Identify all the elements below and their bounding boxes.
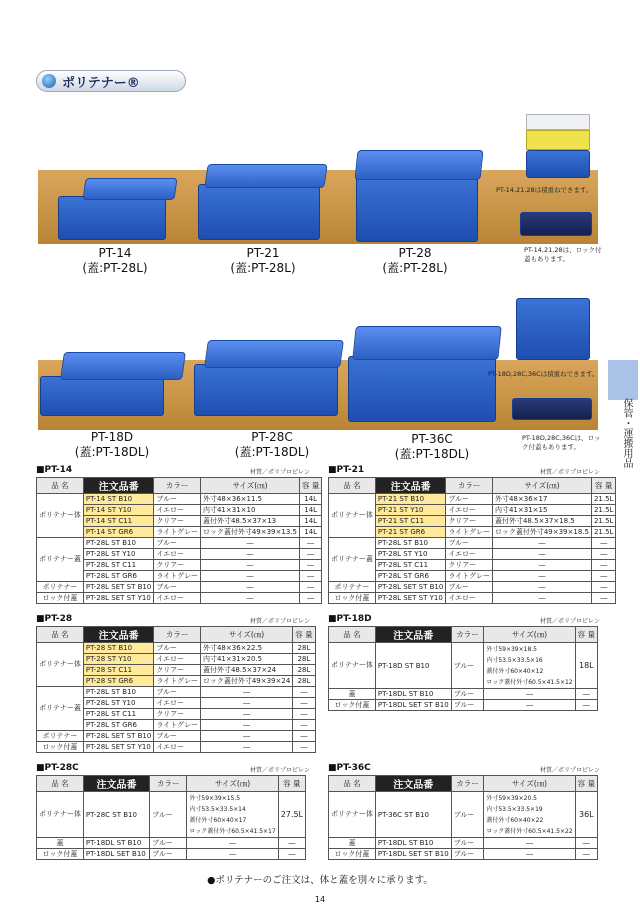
pt21-material: 材質／ポリプロピレン [540, 469, 600, 476]
table-row: ポリテナー体 PT-14 ST B10 ブルー 外寸48×36×11.5 14L [37, 494, 322, 505]
bullet-icon [42, 74, 56, 88]
pt14-table: 品 名 注文品番 カラー サイズ(㎝) 容 量 ポリテナー体 PT-14 ST B10 ブルー 外寸48×36×11.5 14L PT-14 ST Y10 イエロー 内寸41×31×10 14L PT-14 ST C11 クリアー 蓋付外寸48.5×37×13 14L PT-14 ST GR6 ライトグレー ロック蓋付外寸49×39×13.5 14L ポリテナー蓋 PT-28L ST B10 ブルー ― ― PT-28L ST Y10 イエロー ― ― PT-28L ST C11 クリアー ― ― PT-28L ST GR6 ライトグレー ― ― ポリテナー PT-28L SET ST B10 ブルー ― ― ロック付蓋 PT-28L SET ST Y10 イエロー ― ― [36, 477, 322, 604]
table-row: ロック付蓋 PT-28L SET ST Y10 イエロー ― ― [37, 742, 316, 753]
pt28c-heading: ■PT-28C [36, 763, 79, 773]
pt18d-label: PT-18D (蓋:PT-18DL) [74, 430, 150, 459]
table-row: ロック付蓋 PT-18DL SET B10 ブルー ― ― [37, 849, 306, 860]
page-number: 14 [314, 895, 326, 904]
section-title-bar [36, 70, 276, 92]
pt21-label: PT-21 (蓋:PT-28L) [230, 246, 296, 275]
table-row: PT-28L ST C11 クリアー ― ― [37, 709, 316, 720]
pt14-label: PT-14 (蓋:PT-28L) [82, 246, 148, 275]
table-row: PT-28L ST GR6 ライトグレー ― ― [37, 571, 322, 582]
stack-note-1: PT-14,21,28は積重ねできます。 [496, 186, 593, 194]
table-row: PT-21 ST Y10 イエロー 内寸41×31×15 21.5L [329, 505, 616, 516]
table-row: 蓋 PT-18DL ST B10 ブルー ― ― [329, 689, 598, 700]
table-row: PT-21 ST GR6 ライトグレー ロック蓋付外寸49×39×18.5 21.5L [329, 527, 616, 538]
table-row: PT-28L ST C11 クリアー ― ― [37, 560, 322, 571]
table-row: PT-28L ST Y10 イエロー ― ― [37, 698, 316, 709]
table-row: ポリテナー PT-28L SET ST B10 ブルー ― ― [37, 582, 322, 593]
pt28c-lid-image [204, 340, 344, 368]
order-note: ●ポリテナーのご注文は、体と蓋を別々に承ります。 [207, 875, 433, 886]
pt36c-table: 品 名 注文品番 カラー サイズ(㎝) 容 量 ポリテナー体 PT-36C ST B10 ブルー 外寸59×39×20.5 内寸53.5×33.5×19 蓋付外寸60×40×22 ロック蓋付外寸60.5×41.5×22 36L 蓋 PT-18DL ST B10 ブルー ― ― ロック付蓋 PT-18DL SET ST B10 ブルー ― ― [328, 775, 598, 860]
table-row: ポリテナー体 PT-21 ST B10 ブルー 外寸48×36×17 21.5L [329, 494, 616, 505]
table-row: ポリテナー体 PT-18D ST B10 ブルー 外寸59×39×18.5 内寸53.5×33.5×16 蓋付外寸60×40×12 ロック蓋付外寸60.5×41.5×12 18L [329, 643, 598, 689]
pt18d-material: 材質／ポリプロピレン [540, 618, 600, 625]
table-row: ロック付蓋 PT-28L SET ST Y10 イエロー ― ― [329, 593, 616, 604]
pt18d-heading: ■PT-18D [328, 614, 372, 624]
table-row: ポリテナー体 PT-28C ST B10 ブルー 外寸59×39×15.5 内寸53.5×33.5×14 蓋付外寸60×40×17 ロック蓋付外寸60.5×41.5×17 27.5L [37, 792, 306, 838]
table-row: 蓋 PT-18DL ST B10 ブルー ― ― [37, 838, 306, 849]
stack-image-1 [526, 150, 590, 178]
table-row: ロック付蓋 PT-28L SET ST Y10 イエロー ― ― [37, 593, 322, 604]
table-row: 蓋 PT-18DL ST B10 ブルー ― ― [329, 838, 598, 849]
lock-lid-image-2 [512, 398, 592, 420]
table-row: PT-28L ST Y10 イエロー ― ― [329, 549, 616, 560]
pt28c-material: 材質／ポリプロピレン [250, 767, 310, 774]
table-row: ポリテナー蓋 PT-28L ST B10 ブルー ― ― [37, 538, 322, 549]
table-row: PT-14 ST C11 クリアー 蓋付外寸48.5×37×13 14L [37, 516, 322, 527]
pt28-table: 品 名 注文品番 カラー サイズ(㎝) 容 量 ポリテナー体 PT-28 ST B10 ブルー 外寸48×36×22.5 28L PT-28 ST Y10 イエロー 内寸41×31×20.5 28L PT-28 ST C11 クリアー 蓋付外寸48.5×37×24 28L PT-28 ST GR6 ライトグレー ロック蓋付外寸49×39×24 28L ポリテナー蓋 PT-28L ST B10 ブルー ― ― PT-28L ST Y10 イエロー ― ― PT-28L ST C11 クリアー ― ― PT-28L ST GR6 ライトグレー ― ― ポリテナー PT-28L SET ST B10 ブルー ― ― ロック付蓋 PT-28L SET ST Y10 イエロー ― ― [36, 626, 316, 753]
table-row: PT-28 ST GR6 ライトグレー ロック蓋付外寸49×39×24 28L [37, 676, 316, 687]
stack-yellow-image [526, 130, 590, 150]
pt36c-material: 材質／ポリプロピレン [540, 767, 600, 774]
table-row: ロック付蓋 PT-18DL SET ST B10 ブルー ― ― [329, 700, 598, 711]
stack-image-2 [516, 298, 590, 360]
lock-note-2: PT-18D,28C,36Cは、ロック付蓋もあります。 [522, 434, 601, 451]
table-row: ポリテナー体 PT-36C ST B10 ブルー 外寸59×39×20.5 内寸53.5×33.5×19 蓋付外寸60×40×22 ロック蓋付外寸60.5×41.5×22 36L [329, 792, 598, 838]
pt14-box-image [58, 196, 166, 240]
lock-note-1: PT-14,21,28は、ロック付蓋もあります。 [524, 246, 602, 263]
table-row: PT-28L ST GR6 ライトグレー ― ― [37, 720, 316, 731]
table-row: ポリテナー PT-28L SET ST B10 ブルー ― ― [329, 582, 616, 593]
pt36c-label: PT-36C (蓋:PT-18DL) [394, 432, 470, 461]
pt14-material: 材質／ポリプロピレン [250, 469, 310, 476]
pt28-label: PT-28 (蓋:PT-28L) [382, 246, 448, 275]
table-row: ロック付蓋 PT-18DL SET ST B10 ブルー ― ― [329, 849, 598, 860]
pt28-box-image [356, 176, 478, 242]
table-row: PT-28 ST Y10 イエロー 内寸41×31×20.5 28L [37, 654, 316, 665]
pt18d-lid-image [60, 352, 186, 380]
table-row: PT-28L ST GR6 ライトグレー ― ― [329, 571, 616, 582]
pt21-box-image [198, 184, 320, 240]
pt28c-label: PT-28C (蓋:PT-18DL) [234, 430, 310, 459]
pt36c-lid-image [352, 326, 502, 360]
table-row: PT-21 ST C11 クリアー 蓋付外寸48.5×37×18.5 21.5L [329, 516, 616, 527]
pt28c-table: 品 名 注文品番 カラー サイズ(㎝) 容 量 ポリテナー体 PT-28C ST B10 ブルー 外寸59×39×15.5 内寸53.5×33.5×14 蓋付外寸60×40×17 ロック蓋付外寸60.5×41.5×17 27.5L 蓋 PT-18DL ST B10 ブルー ― ― ロック付蓋 PT-18DL SET B10 ブルー ― ― [36, 775, 306, 860]
table-row: ポリテナー蓋 PT-28L ST B10 ブルー ― ― [37, 687, 316, 698]
table-row: PT-14 ST Y10 イエロー 内寸41×31×10 14L [37, 505, 322, 516]
table-row: PT-28 ST C11 クリアー 蓋付外寸48.5×37×24 28L [37, 665, 316, 676]
pt36c-heading: ■PT-36C [328, 763, 371, 773]
pt28c-box-image [194, 364, 338, 416]
pt14-lid-image [82, 178, 177, 200]
table-row: PT-14 ST GR6 ライトグレー ロック蓋付外寸49×39×13.5 14L [37, 527, 322, 538]
pt28-material: 材質／ポリプロピレン [250, 618, 310, 625]
pt36c-box-image [348, 356, 496, 422]
section-title: ポリテナー® [62, 76, 140, 91]
table-row: ポリテナー蓋 PT-28L ST B10 ブルー ― ― [329, 538, 616, 549]
pt14-heading: ■PT-14 [36, 465, 73, 475]
pt21-heading: ■PT-21 [328, 465, 365, 475]
stack-white-image [526, 114, 590, 130]
table-row: ポリテナー PT-28L SET ST B10 ブルー ― ― [37, 731, 316, 742]
pt28-heading: ■PT-28 [36, 614, 73, 624]
pt28-lid-image [354, 150, 483, 180]
pt21-lid-image [204, 164, 327, 188]
lock-lid-image-1 [520, 212, 592, 236]
table-row: PT-28L ST C11 クリアー ― ― [329, 560, 616, 571]
side-tab [608, 360, 638, 400]
table-row: PT-28L ST Y10 イエロー ― ― [37, 549, 322, 560]
pt18d-box-image [40, 376, 164, 416]
pt18d-table: 品 名 注文品番 カラー サイズ(㎝) 容 量 ポリテナー体 PT-18D ST B10 ブルー 外寸59×39×18.5 内寸53.5×33.5×16 蓋付外寸60×40×12 ロック蓋付外寸60.5×41.5×12 18L 蓋 PT-18DL ST B10 ブルー ― ― ロック付蓋 PT-18DL SET ST B10 ブルー ― ― [328, 626, 598, 711]
stack-note-2: PT-18D,28C,36Cは積重ねできます。 [488, 370, 599, 378]
table-row: ポリテナー体 PT-28 ST B10 ブルー 外寸48×36×22.5 28L [37, 643, 316, 654]
side-tab-label: 保管・運搬用品 [621, 398, 632, 468]
pt21-table: 品 名 注文品番 カラー サイズ(㎝) 容 量 ポリテナー体 PT-21 ST B10 ブルー 外寸48×36×17 21.5L PT-21 ST Y10 イエロー 内寸41×31×15 21.5L PT-21 ST C11 クリアー 蓋付外寸48.5×37×18.5 21.5L PT-21 ST GR6 ライトグレー ロック蓋付外寸49×39×18.5 21.5L ポリテナー蓋 PT-28L ST B10 ブルー ― ― PT-28L ST Y10 イエロー ― ― PT-28L ST C11 クリアー ― ― PT-28L ST GR6 ライトグレー ― ― ポリテナー PT-28L SET ST B10 ブルー ― ― ロック付蓋 PT-28L SET ST Y10 イエロー ― ― [328, 477, 616, 604]
